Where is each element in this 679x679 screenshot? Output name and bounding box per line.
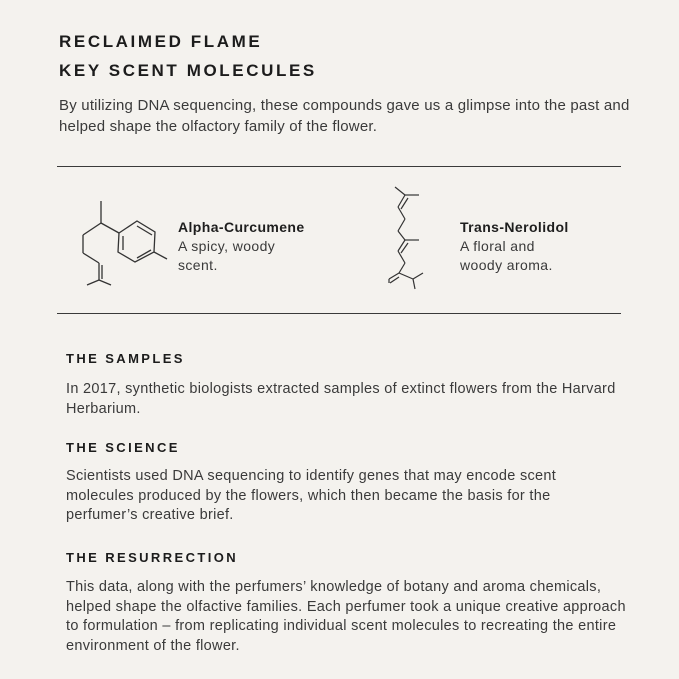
alpha-curcumene-structure-icon	[75, 195, 175, 290]
section-body-science: Scientists used DNA sequencing to identify genes that may encode scent molecules produced by the flowers, which then became the basis for the perfumer’s creative brief.	[66, 468, 557, 523]
desc-line-1: A spicy, woody	[178, 238, 276, 254]
section-heading-science: THE SCIENCE	[66, 440, 180, 455]
desc-line-1: A floral and	[460, 238, 535, 254]
section-body-samples: In 2017, synthetic biologists extracted samples of extinct flowers from the Harvard Herbarium.	[66, 381, 616, 417]
bottom-divider	[57, 313, 621, 314]
top-divider	[57, 166, 621, 167]
molecule-desc-trans-nerolidol	[460, 237, 553, 275]
desc-line-2: woody aroma.	[460, 257, 553, 273]
intro-text: By utilizing DNA sequencing, these compounds gave us a glimpse into the past and helped shape the olfactory family of the flower.	[59, 97, 630, 135]
desc-line-2: scent.	[178, 257, 218, 273]
page-title	[59, 27, 317, 85]
title-line-1: RECLAIMED FLAME	[59, 32, 263, 51]
section-heading-samples: THE SAMPLES	[66, 351, 185, 366]
molecule-name-trans-nerolidol: Trans-Nerolidol	[460, 219, 569, 235]
molecule-name-alpha-curcumene: Alpha-Curcumene	[178, 219, 305, 235]
molecule-desc-alpha-curcumene	[178, 237, 275, 275]
section-heading-resurrection: THE RESURRECTION	[66, 550, 239, 565]
title-line-2: KEY SCENT MOLECULES	[59, 61, 317, 80]
section-body-resurrection: This data, along with the perfumers’ knowledge of botany and aroma chemicals, helped shape the olfactive families. Each perfumer took a unique creative approach to formulation – from replicating individual scent molecules to recreating the entire environment of the flower.	[66, 579, 626, 654]
trans-nerolidol-structure-icon	[385, 183, 430, 295]
